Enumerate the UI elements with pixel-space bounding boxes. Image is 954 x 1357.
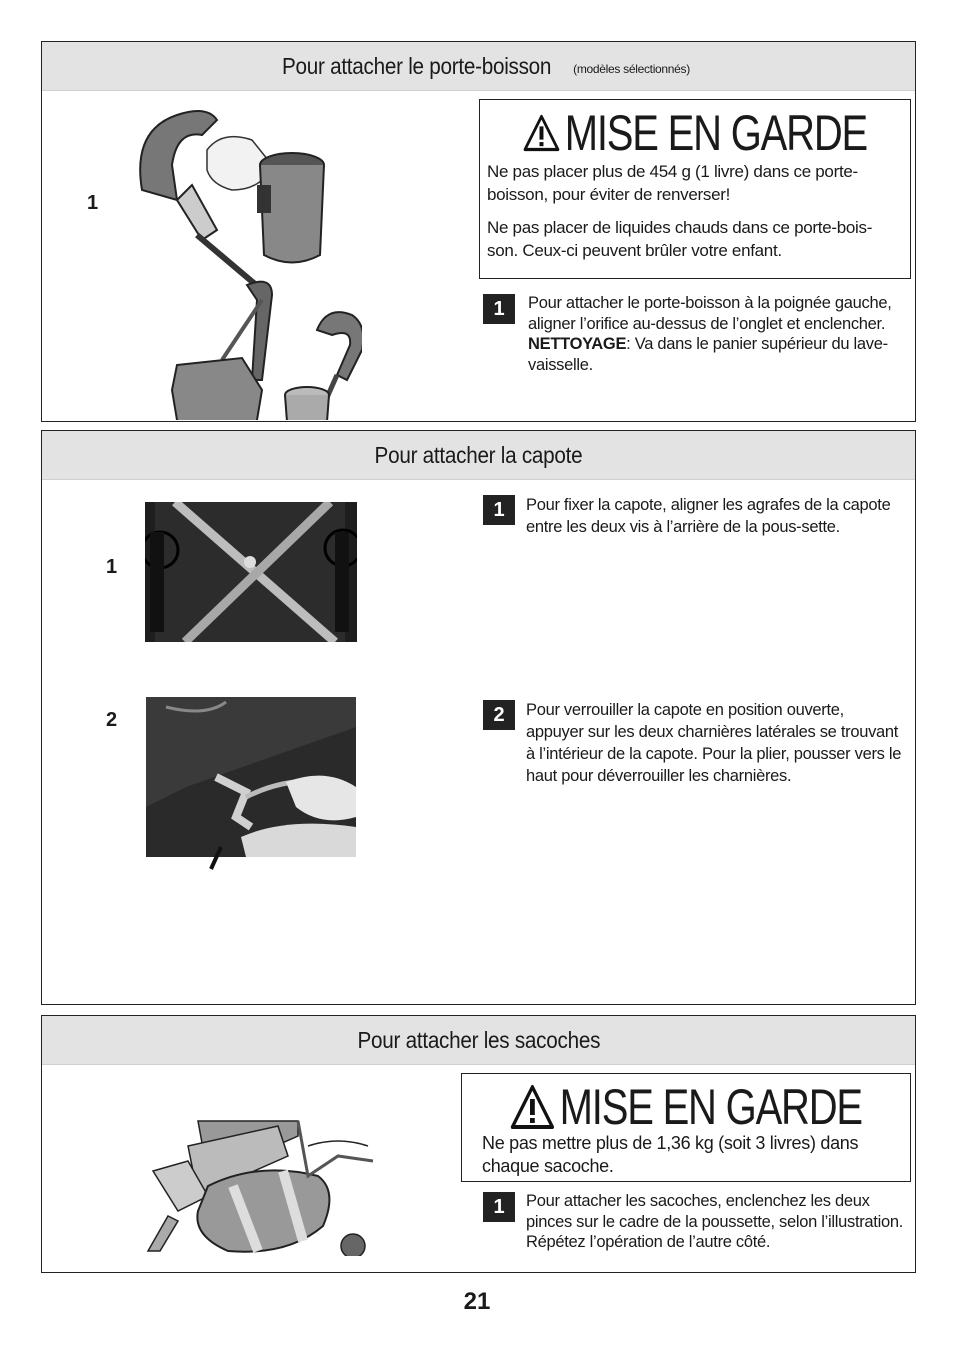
warning-box (479, 99, 911, 279)
section-header (42, 431, 915, 480)
cup-holder-illustration (122, 90, 362, 420)
warning-title (507, 1079, 865, 1135)
instruction-step (483, 699, 903, 787)
step-number-badge: 1 (483, 495, 515, 525)
step-number-badge: 2 (483, 700, 515, 730)
warning-paragraph: Ne pas placer plus de 454 g (1 livre) dans ce porte-boisson, pour éviter de renverser! (487, 162, 858, 204)
warning-triangle-icon (523, 110, 560, 156)
warning-title-text: MISE EN GARDE (559, 1079, 862, 1135)
step-text: Pour verrouiller la capote en position ouverte, appuyer sur les deux charnières latérales se trouvant à l’intérieur de la capote. Pour la plier, pousser vers le haut pour déverrouiller les charnières. (526, 701, 902, 785)
canopy-hinge-photo (146, 697, 356, 877)
saddle-bag-illustration (138, 1116, 378, 1256)
instruction-step (483, 293, 903, 375)
step-number-badge: 1 (483, 1192, 515, 1222)
step-text: Pour fixer la capote, aligner les agrafes de la capote entre les deux vis à l’arrière de la pous-sette. (526, 496, 891, 536)
warning-triangle-icon (510, 1084, 555, 1130)
warning-paragraph: Ne pas mettre plus de 1,36 kg (soit 3 livres) dans chaque sacoche. (482, 1133, 859, 1176)
warning-text (462, 1132, 910, 1178)
section-title: Pour attacher les sacoches (357, 1026, 600, 1053)
figure-number: 1 (87, 192, 99, 214)
section-title: Pour attacher la capote (374, 441, 583, 468)
warning-box (461, 1073, 911, 1182)
warning-text (480, 158, 910, 262)
instruction-step (483, 1191, 913, 1253)
section-header (42, 1016, 915, 1065)
section-title: Pour attacher le porte-boisson (281, 52, 552, 79)
section-subtitle: (modèles sélectionnés) (573, 62, 690, 76)
step-number-badge: 1 (483, 294, 515, 324)
page-number: 21 (463, 1288, 491, 1315)
figure-number: 1 (106, 556, 118, 578)
step-instruction: Pour attacher le porte-boisson à la poignée gauche, aligner l’orifice au-dessus de l’onglet et enclencher. (528, 294, 892, 333)
instruction-step (483, 494, 903, 538)
figure-number: 2 (106, 709, 118, 731)
warning-paragraph: Ne pas placer de liquides chauds dans ce porte-bois-son. Ceux-ci peuvent brûler votre enfant. (487, 218, 873, 260)
step-text (528, 293, 903, 375)
section-header (42, 42, 915, 91)
cleaning-label: NETTOYAGE (528, 335, 627, 353)
section-cup-holder (41, 41, 916, 422)
canopy-clips-photo (145, 502, 357, 642)
warning-title (523, 105, 867, 161)
step-text: Pour attacher les sacoches, enclenchez les deux pinces sur le cadre de la poussette, selon l’illustration. Répétez l’opération de l’autre côté. (526, 1192, 903, 1251)
warning-title-text: MISE EN GARDE (564, 105, 867, 161)
section-saddle-bags (41, 1015, 916, 1273)
cleaning-text: : Va dans le panier supérieur du lave-vaisselle. (528, 335, 888, 374)
section-canopy (41, 430, 916, 1005)
